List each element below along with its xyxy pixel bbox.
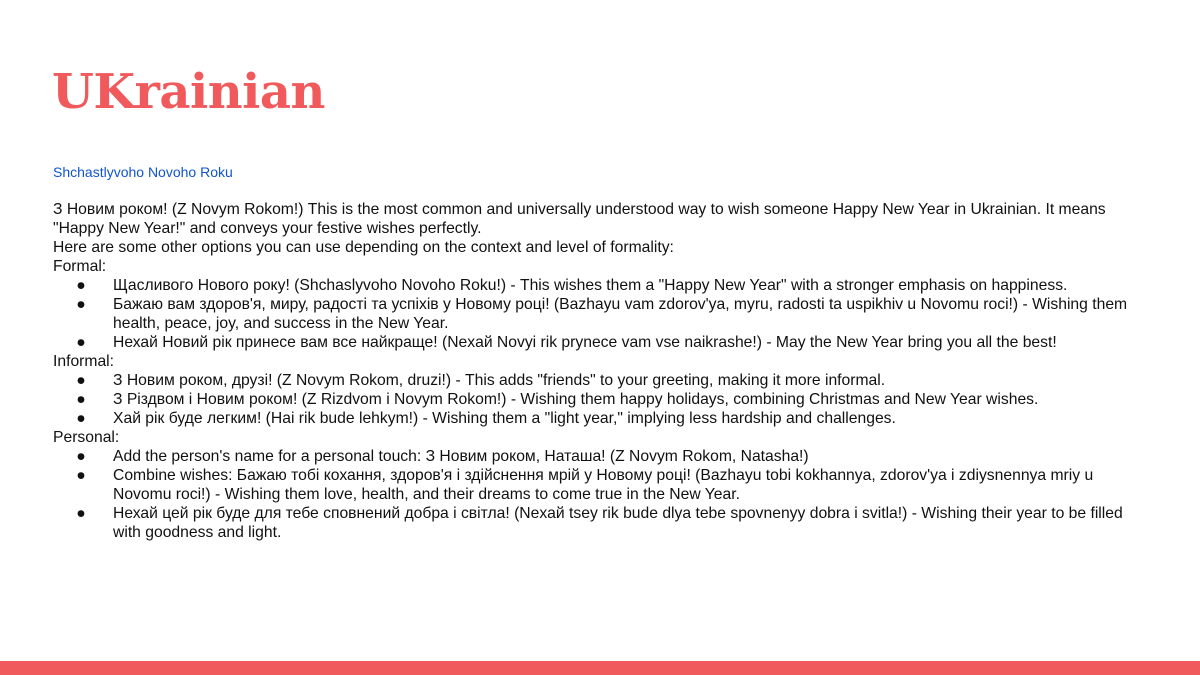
- list-item-text: Нехай цей рік буде для тебе сповнений добра і світла! (Nexaй tsey rik bude dlya tebe spovnenyy dobra i svitla!) - Wishing their year to be filled with goodness and light.: [113, 505, 1123, 541]
- bullet-icon: ●: [76, 277, 86, 294]
- intro-options-line: Here are some other options you can use depending on the context and level of formality:: [53, 239, 674, 256]
- list-item: [53, 390, 1153, 409]
- bullet-icon: ●: [76, 391, 86, 408]
- list-item: [53, 295, 1153, 333]
- section-heading-formal: Formal:: [53, 258, 107, 275]
- list-item: [53, 371, 1153, 390]
- list-item: [53, 409, 1153, 428]
- list-item: [53, 276, 1153, 295]
- bullet-icon: ●: [76, 410, 86, 427]
- section-heading-informal: Informal:: [53, 353, 115, 370]
- list-item: [53, 466, 1153, 504]
- slide-body: [53, 200, 1153, 542]
- bullet-icon: ●: [76, 467, 86, 484]
- personal-list: [53, 447, 1153, 542]
- list-item-text: Щасливого Нового року! (Shchaslyvoho Novoho Roku!) - This wishes them a "Happy New Year" with a stronger emphasis on happiness.: [113, 277, 1068, 294]
- list-item: [53, 333, 1153, 352]
- list-item: [53, 447, 1153, 466]
- bullet-icon: ●: [76, 448, 86, 465]
- bullet-icon: ●: [76, 334, 86, 351]
- bullet-icon: ●: [76, 372, 86, 389]
- list-item-text: Хай рік буде легким! (Hai rik bude lehkym!) - Wishing them a "light year," implying less hardship and challenges.: [113, 410, 896, 427]
- formal-list: [53, 276, 1153, 352]
- informal-list: [53, 371, 1153, 428]
- list-item-text: Нехай Новий рік принесе вам все найкраще! (Nexaй Novyi rik prynece vam vse naikrashe!) - May the New Year bring you all the best!: [113, 334, 1057, 351]
- slide-title: UKrainian: [52, 64, 325, 120]
- list-item-text: Add the person's name for a personal touch: З Новим роком, Наташа! (Z Novym Rokom, Natasha!): [113, 448, 809, 465]
- list-item-text: Combine wishes: Бажаю тобі кохання, здоров'я і здійснення мрій у Новому році! (Bazhayu tobi kokhannya, zdorov'ya i zdiysnennya mriy u Novomu roci!) - Wishing them love, health, and their dreams to come true in the New Year.: [113, 467, 1094, 503]
- intro-paragraph: З Новим роком! (Z Novym Rokom!) This is the most common and universally understood way to wish someone Happy New Year in Ukrainian. It means "Happy New Year!" and conveys your festive wishes perfectly.: [53, 201, 1106, 237]
- bullet-icon: ●: [76, 296, 86, 313]
- list-item-text: З Новим роком, друзі! (Z Novym Rokom, druzi!) - This adds "friends" to your greeting, making it more informal.: [113, 372, 886, 389]
- slide-subtitle-link[interactable]: Shchastlyvoho Novoho Roku: [53, 164, 233, 180]
- list-item-text: З Різдвом і Новим роком! (Z Rizdvom i Novym Rokom!) - Wishing them happy holidays, combining Christmas and New Year wishes.: [113, 391, 1039, 408]
- list-item: [53, 504, 1153, 542]
- list-item-text: Бажаю вам здоров'я, миру, радості та успіхів у Новому році! (Bazhayu vam zdorov'ya, myru, radosti ta uspikhiv u Novomu roci!) - Wishing them health, peace, joy, and success in the New Year.: [113, 296, 1128, 332]
- bullet-icon: ●: [76, 505, 86, 522]
- bottom-accent-bar: [0, 661, 1200, 675]
- section-heading-personal: Personal:: [53, 429, 120, 446]
